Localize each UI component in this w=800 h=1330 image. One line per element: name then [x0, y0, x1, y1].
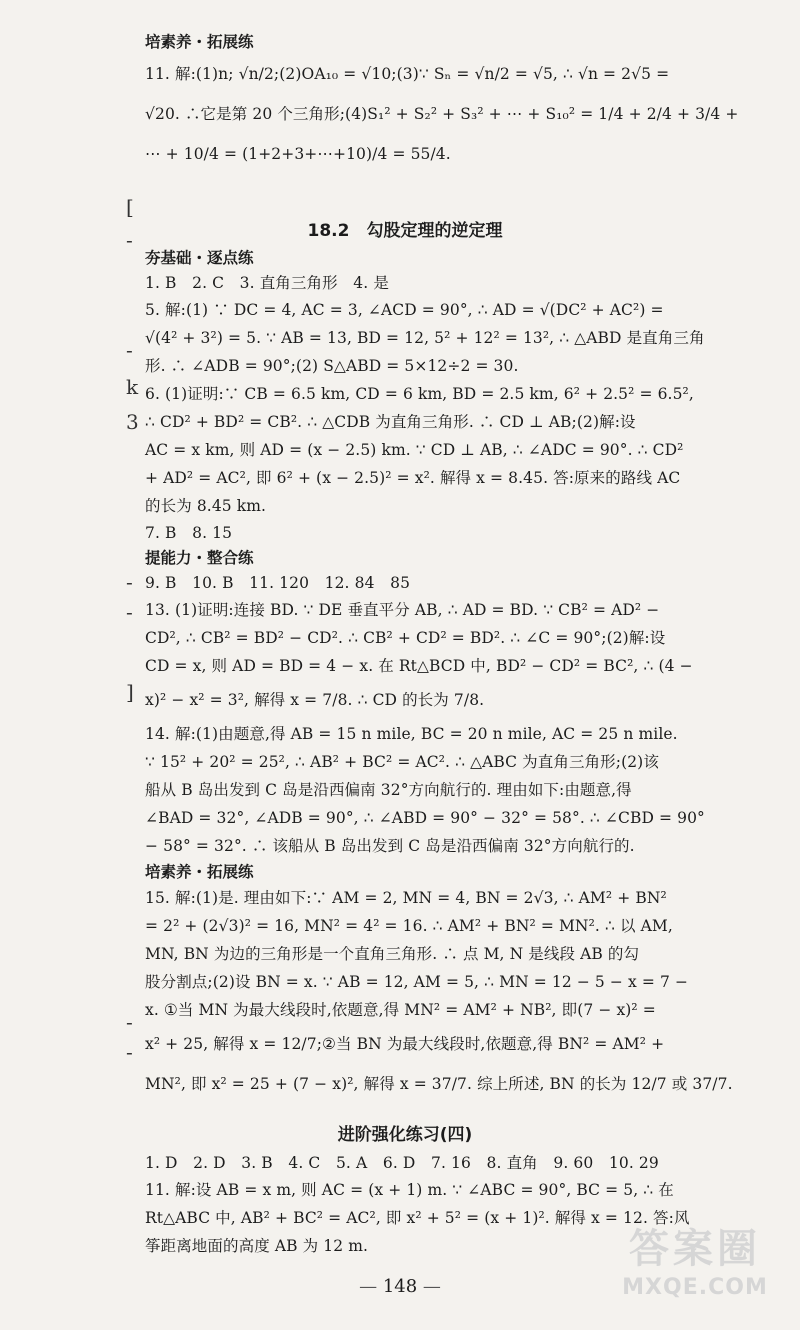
answer-line: 11. 解:(1)n; √n/2;(2)OA₁₀ = √10;(3)∵ Sₙ = √n/2 = √5, ∴ √n = 2√5 = — [145, 65, 670, 83]
page-number-dash: — — [359, 1276, 378, 1297]
page-number-value: 148 — [382, 1276, 418, 1297]
answer-line: x² + 25, 解得 x = 12/7;②当 BN 为最大线段时,依题意,得 BN² = AM² + — [145, 1035, 665, 1053]
answer-line: 1. B 2. C 3. 直角三角形 4. 是 — [145, 274, 389, 292]
watermark-logo — [610, 1225, 780, 1325]
answer-line: ⋯ + 10/4 = (1+2+3+⋯+10)/4 = 55/4. — [145, 145, 451, 163]
answer-line: 的长为 8.45 km. — [145, 497, 267, 515]
answer-line: CD = x, 则 AD = BD = 4 − x. 在 Rt△BCD 中, BD² − CD² = BC², ∴ (4 − — [145, 657, 693, 675]
watermark-text: 答案圈 — [629, 1226, 761, 1272]
answer-line: 1. D 2. D 3. B 4. C 5. A 6. D 7. 16 8. 直角 9. 60 10. 29 — [145, 1154, 659, 1172]
section-title: 进阶强化练习(四) — [337, 1125, 473, 1145]
margin-mark: - — [126, 338, 133, 362]
margin-mark: - — [126, 1010, 133, 1034]
answer-line: 筝距离地面的高度 AB 为 12 m. — [145, 1237, 369, 1255]
page-number-dash: — — [422, 1276, 441, 1297]
answer-line: 14. 解:(1)由题意,得 AB = 15 n mile, BC = 20 n mile, AC = 25 n mile. — [145, 725, 678, 743]
answer-line: − 58° = 32°. ∴ 该船从 B 岛出发到 C 岛是沿西偏南 32°方向航行的. — [145, 837, 635, 855]
answer-line: + AD² = AC², 即 6² + (x − 2.5)² = x². 解得 x = 8.45. 答:原来的路线 AC — [145, 469, 681, 487]
answer-line: x)² − x² = 3², 解得 x = 7/8. ∴ CD 的长为 7/8. — [145, 691, 485, 709]
answer-line: 6. (1)证明:∵ CB = 6.5 km, CD = 6 km, BD = 2.5 km, 6² + 2.5² = 6.5², — [145, 385, 694, 403]
answer-line: √20. ∴它是第 20 个三角形;(4)S₁² + S₂² + S₃² + ⋯ + S₁₀² = 1/4 + 2/4 + 3/4 + — [145, 105, 739, 123]
answer-line: 股分割点;(2)设 BN = x. ∵ AB = 12, AM = 5, ∴ MN = 12 − 5 − x = 7 − — [145, 973, 689, 991]
margin-mark: - — [126, 600, 133, 624]
answer-line: 5. 解:(1) ∵ DC = 4, AC = 3, ∠ACD = 90°, ∴ AD = √(DC² + AC²) = — [145, 301, 664, 319]
section-header: 夯基础・逐点练 — [145, 249, 254, 267]
watermark-url: MXQE.COM — [622, 1275, 768, 1300]
answer-line: MN², 即 x² = 25 + (7 − x)², 解得 x = 37/7. 综上所述, BN 的长为 12/7 或 37/7. — [145, 1075, 733, 1093]
answer-line: Rt△ABC 中, AB² + BC² = AC², 即 x² + 5² = (x + 1)². 解得 x = 12. 答:风 — [145, 1209, 690, 1227]
answer-line: 15. 解:(1)是. 理由如下:∵ AM = 2, MN = 4, BN = 2√3, ∴ AM² + BN² — [145, 889, 667, 907]
answer-line: ∴ CD² + BD² = CB². ∴ △CDB 为直角三角形. ∴ CD ⊥ AB;(2)解:设 — [145, 413, 636, 431]
margin-mark: - — [126, 570, 133, 594]
answer-line: 7. B 8. 15 — [145, 524, 233, 542]
section-header: 培素养・拓展练 — [145, 33, 254, 51]
margin-mark: - — [126, 1040, 133, 1064]
answer-line: MN, BN 为边的三角形是一个直角三角形. ∴ 点 M, N 是线段 AB 的勾 — [145, 945, 640, 963]
answer-line: ∵ 15² + 20² = 25², ∴ AB² + BC² = AC². ∴ △ABC 为直角三角形;(2)该 — [145, 753, 659, 771]
section-header: 培素养・拓展练 — [145, 863, 254, 881]
margin-mark: ] — [126, 680, 134, 704]
answer-line: = 2² + (2√3)² = 16, MN² = 4² = 16. ∴ AM² + BN² = MN². ∴ 以 AM, — [145, 917, 673, 935]
answer-line: x. ①当 MN 为最大线段时,依题意,得 MN² = AM² + NB², 即(7 − x)² = — [145, 1001, 656, 1019]
answer-line: 9. B 10. B 11. 120 12. 84 85 — [145, 574, 411, 592]
answer-line: 13. (1)证明:连接 BD. ∵ DE 垂直平分 AB, ∴ AD = BD. ∵ CB² = AD² − — [145, 601, 660, 619]
answer-line: AC = x km, 则 AD = (x − 2.5) km. ∵ CD ⊥ AB, ∴ ∠ADC = 90°. ∴ CD² — [145, 441, 684, 459]
margin-mark: - — [126, 228, 133, 252]
answer-line: 船从 B 岛出发到 C 岛是沿西偏南 32°方向航行的. 理由如下:由题意,得 — [145, 781, 632, 799]
margin-mark: k — [126, 375, 139, 399]
answer-line: 形. ∴ ∠ADB = 90°;(2) S△ABD = 5×12÷2 = 30. — [145, 357, 519, 375]
answer-line: CD², ∴ CB² = BD² − CD². ∴ CB² + CD² = BD². ∴ ∠C = 90°;(2)解:设 — [145, 629, 666, 647]
margin-mark: [ — [126, 195, 134, 219]
answer-line: 11. 解:设 AB = x m, 则 AC = (x + 1) m. ∵ ∠ABC = 90°, BC = 5, ∴ 在 — [145, 1181, 674, 1199]
section-title: 18.2 勾股定理的逆定理 — [307, 221, 503, 241]
margin-mark: 3 — [126, 410, 139, 434]
answer-line: ∠BAD = 32°, ∠ADB = 90°, ∴ ∠ABD = 90° − 32° = 58°. ∴ ∠CBD = 90° — [145, 809, 705, 827]
section-header: 提能力・整合练 — [145, 549, 254, 567]
answer-line: √(4² + 3²) = 5. ∵ AB = 13, BD = 12, 5² + 12² = 13², ∴ △ABD 是直角三角 — [145, 329, 705, 347]
